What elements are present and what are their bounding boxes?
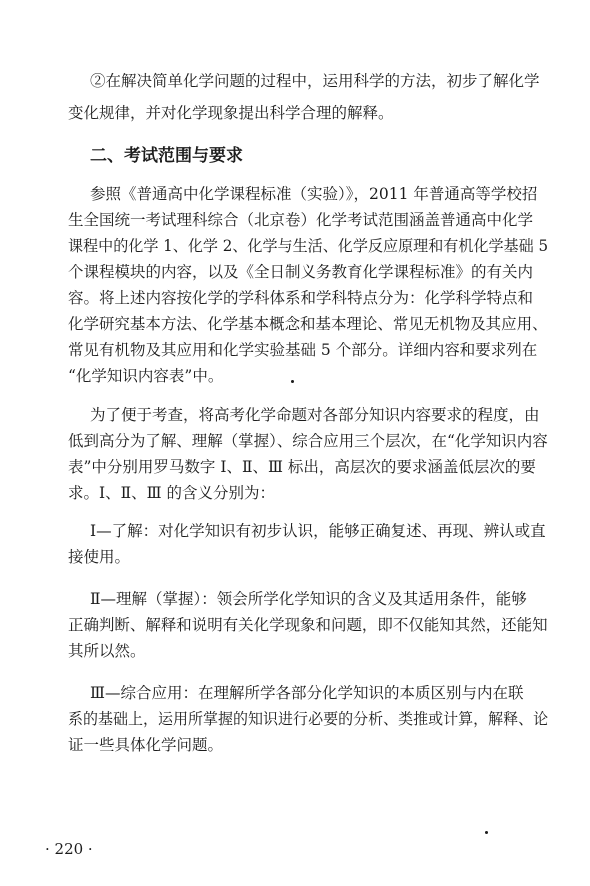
text-line: 接使用。 <box>68 548 131 566</box>
section-heading: 二、考试范围与要求 <box>90 146 243 166</box>
text-line: 正确判断、解释和说明有关化学现象和问题，即不仅能知其然，还能知 <box>68 616 548 634</box>
text-line: 课程中的化学 1、化学 2、化学与生活、化学反应原理和有机化学基础 5 <box>68 237 549 255</box>
text-line: 变化规律，并对化学现象提出科学合理的解释。 <box>68 104 394 122</box>
text-line: “化学知识内容表”中。 <box>68 367 224 385</box>
text-line: 系的基础上，运用所掌握的知识进行必要的分析、类推或计算，解释、论 <box>68 710 549 728</box>
text-line: 参照《普通高中化学课程标准（实验）》，2011 年普通高等学校招 <box>90 185 538 203</box>
scan-speck <box>485 831 488 834</box>
text-line: 其所以然。 <box>68 642 146 660</box>
text-line: 化学研究基本方法、化学基本概念和基本理论、常见无机物及其应用、 <box>68 315 548 333</box>
text-line: 求。Ⅰ、Ⅱ、Ⅲ 的含义分别为： <box>68 484 276 502</box>
text-line: 表”中分别用罗马数字 Ⅰ、Ⅱ、Ⅲ 标出，高层次的要求涵盖低层次的要 <box>68 458 536 476</box>
text-line: Ⅲ—综合应用：在理解所学各部分化学知识的本质区别与内在联 <box>90 684 524 702</box>
text-line: 低到高分为了解、理解（掌握）、综合应用三个层次，在“化学知识内容 <box>68 432 548 450</box>
text-line: 常见有机物及其应用和化学实验基础 5 个部分。详细内容和要求列在 <box>68 341 538 359</box>
text-line: 生全国统一考试理科综合（北京卷）化学考试范围涵盖普通高中化学 <box>68 211 534 229</box>
text-line: 证一些具体化学问题。 <box>68 736 224 754</box>
text-line: 个课程模块的内容，以及《全日制义务教育化学课程标准》的有关内 <box>68 263 534 281</box>
text-line: 为了便于考查，将高考化学命题对各部分知识内容要求的程度，由 <box>90 406 540 424</box>
page-number: · 220 · <box>45 840 93 858</box>
text-line: Ⅱ—理解（掌握）：领会所学化学知识的含义及其适用条件，能够 <box>90 590 527 608</box>
text-line: ②在解决简单化学问题的过程中，运用科学的方法，初步了解化学 <box>90 72 540 90</box>
text-line: Ⅰ—了解：对化学知识有初步认识，能够正确复述、再现、辨认或直 <box>90 522 546 540</box>
text-line: 容。将上述内容按化学的学科体系和学科特点分为：化学科学特点和 <box>68 289 534 307</box>
scan-speck <box>291 380 294 383</box>
